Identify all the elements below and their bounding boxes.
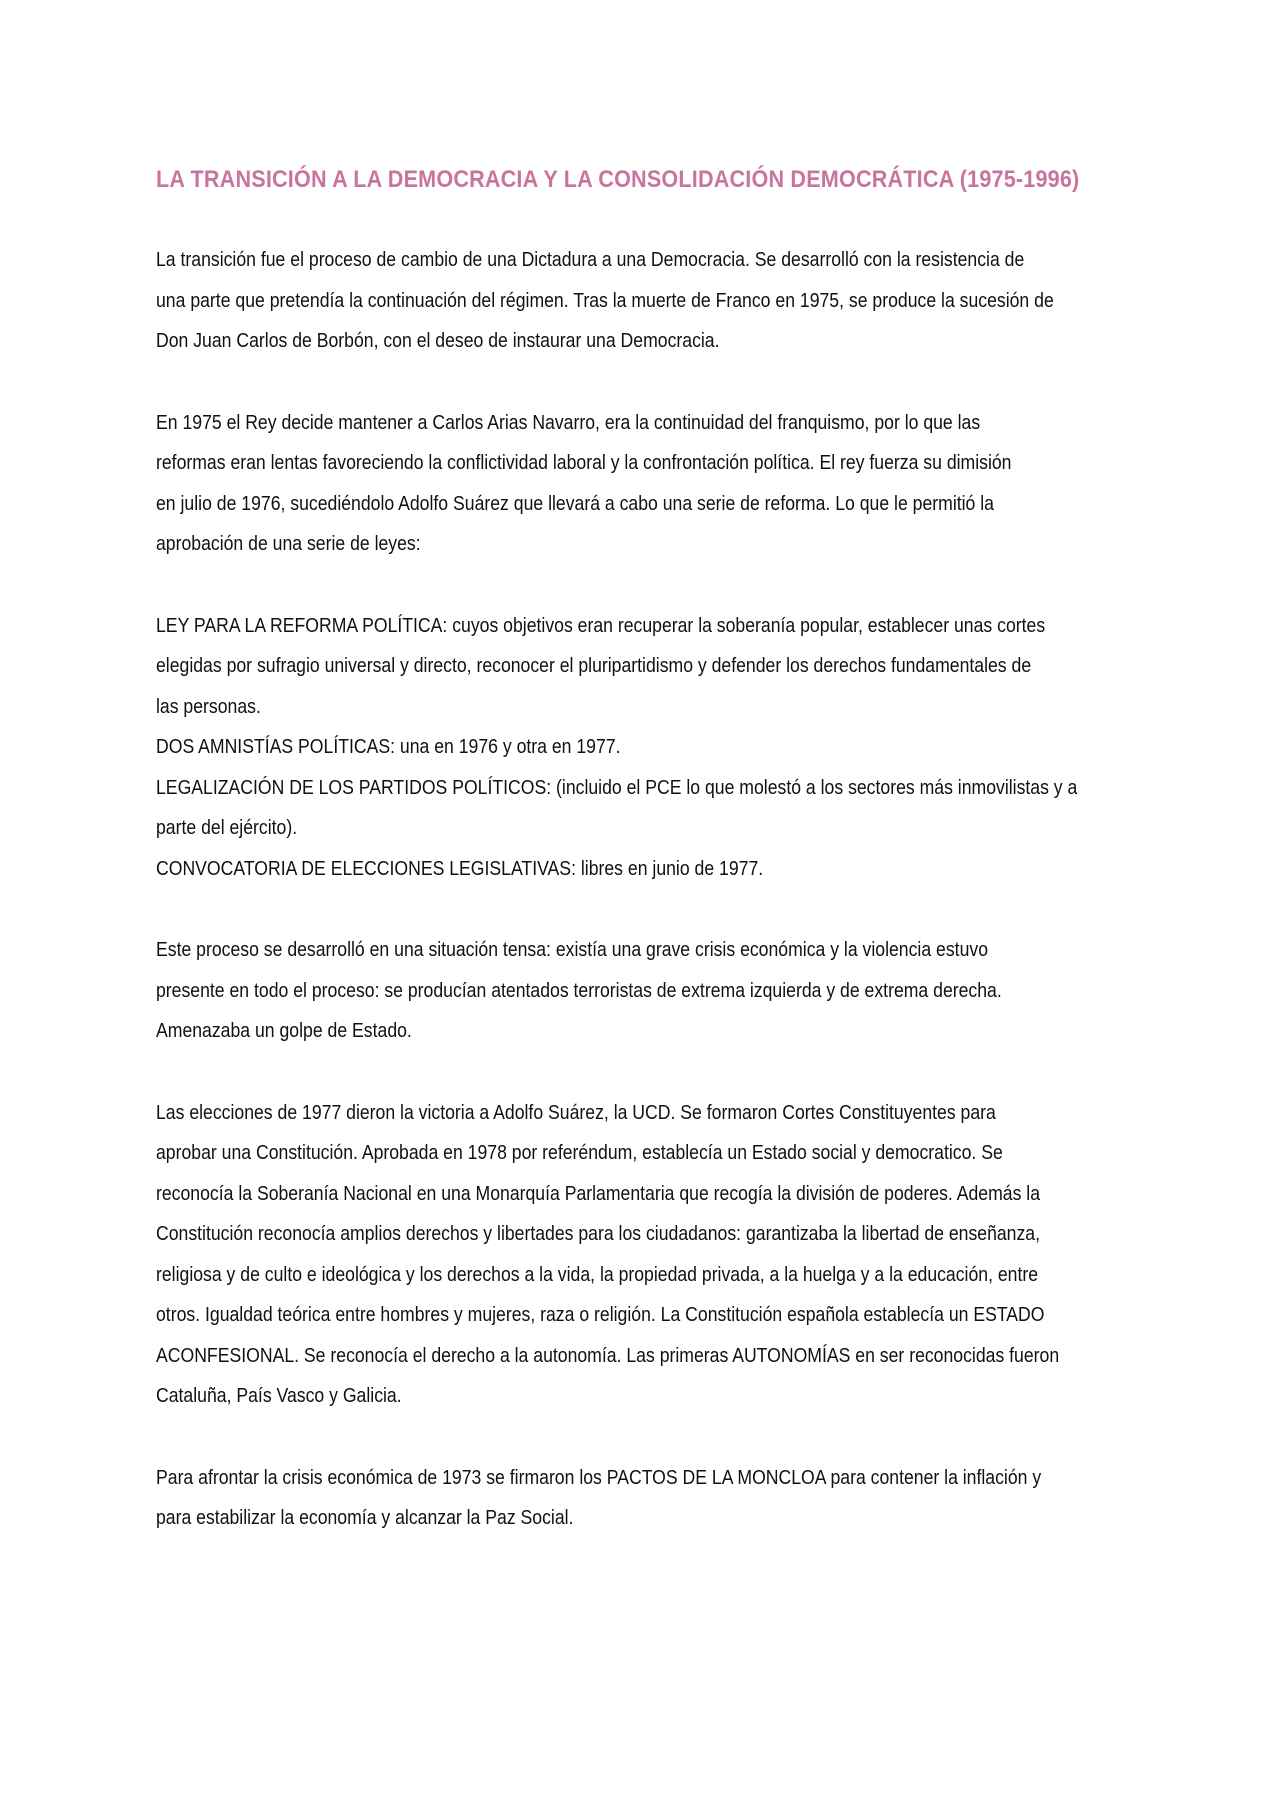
paragraph-5 bbox=[156, 1093, 1136, 1417]
text-line: En 1975 el Rey decide mantener a Carlos Arias Navarro, era la continuidad del franquismo, por lo que las bbox=[156, 410, 981, 434]
text-line: aprobación de una serie de leyes: bbox=[156, 532, 421, 555]
text-line: Don Juan Carlos de Borbón, con el deseo de instaurar una Democracia. bbox=[156, 329, 720, 352]
text-line: Cataluña, País Vasco y Galicia. bbox=[156, 1384, 402, 1407]
paragraph-3 bbox=[156, 606, 1136, 890]
text-line: Amenazaba un golpe de Estado. bbox=[156, 1019, 412, 1042]
text-line: elegidas por sufragio universal y directo, reconocer el pluripartidismo y defender los derechos fundamentales de bbox=[156, 654, 1032, 677]
paragraph-2 bbox=[156, 403, 1136, 565]
text-line: para estabilizar la economía y alcanzar la Paz Social. bbox=[156, 1506, 574, 1529]
text-line: LEY PARA LA REFORMA POLÍTICA: cuyos objetivos eran recuperar la soberanía popular, establecer unas cortes bbox=[156, 613, 1046, 637]
text-line: DOS AMNISTÍAS POLÍTICAS: una en 1976 y otra en 1977. bbox=[156, 735, 621, 758]
text-line: Constitución reconocía amplios derechos y libertades para los ciudadanos: garantizaba la libertad de enseñanza, bbox=[156, 1222, 1041, 1245]
document-title: LA TRANSICIÓN A LA DEMOCRACIA Y LA CONSOLIDACIÓN DEMOCRÁTICA (1975-1996) bbox=[156, 166, 1080, 193]
document-body bbox=[156, 240, 1136, 1539]
text-line: reconocía la Soberanía Nacional en una Monarquía Parlamentaria que recogía la división de poderes. Además la bbox=[156, 1181, 1041, 1205]
text-line: una parte que pretendía la continuación del régimen. Tras la muerte de Franco en 1975, se produce la sucesión de bbox=[156, 288, 1054, 312]
text-line: Las elecciones de 1977 dieron la victoria a Adolfo Suárez, la UCD. Se formaron Cortes Constituyentes para bbox=[156, 1100, 996, 1124]
text-line: parte del ejército). bbox=[156, 816, 298, 839]
text-line: otros. Igualdad teórica entre hombres y mujeres, raza o religión. La Constitución española establecía un ESTADO bbox=[156, 1303, 1045, 1326]
text-line: CONVOCATORIA DE ELECCIONES LEGISLATIVAS: libres en junio de 1977. bbox=[156, 856, 764, 880]
text-line: ACONFESIONAL. Se reconocía el derecho a la autonomía. Las primeras AUTONOMÍAS en ser reconocidas fueron bbox=[156, 1343, 1060, 1367]
text-line: reformas eran lentas favoreciendo la conflictividad laboral y la confrontación política. El rey fuerza su dimisión bbox=[156, 451, 1012, 474]
text-line: en julio de 1976, sucediéndolo Adolfo Suárez que llevará a cabo una serie de reforma. Lo que le permitió la bbox=[156, 491, 994, 515]
document-content bbox=[156, 160, 1136, 1580]
paragraph-6 bbox=[156, 1458, 1136, 1539]
text-line: LEGALIZACIÓN DE LOS PARTIDOS POLÍTICOS: (incluido el PCE lo que molestó a los sectores más inmovilistas y a bbox=[156, 775, 1078, 799]
text-line: Este proceso se desarrolló en una situación tensa: existía una grave crisis económica y la violencia estuvo bbox=[156, 938, 988, 961]
text-line: La transición fue el proceso de cambio de una Dictadura a una Democracia. Se desarrolló con la resistencia de bbox=[156, 248, 1025, 271]
text-line: Para afrontar la crisis económica de 1973 se firmaron los PACTOS DE LA MONCLOA para contener la inflación y bbox=[156, 1465, 1042, 1489]
text-line: presente en todo el proceso: se producían atentados terroristas de extrema izquierda y de extrema derecha. bbox=[156, 978, 1002, 1002]
paragraph-1 bbox=[156, 240, 1136, 362]
text-line: religiosa y de culto e ideológica y los derechos a la vida, la propiedad privada, a la huelga y a la educación, entre bbox=[156, 1262, 1039, 1286]
paragraph-4 bbox=[156, 930, 1136, 1052]
text-line: aprobar una Constitución. Aprobada en 1978 por referéndum, establecía un Estado social y democratico. Se bbox=[156, 1141, 1003, 1164]
text-line: las personas. bbox=[156, 694, 261, 718]
